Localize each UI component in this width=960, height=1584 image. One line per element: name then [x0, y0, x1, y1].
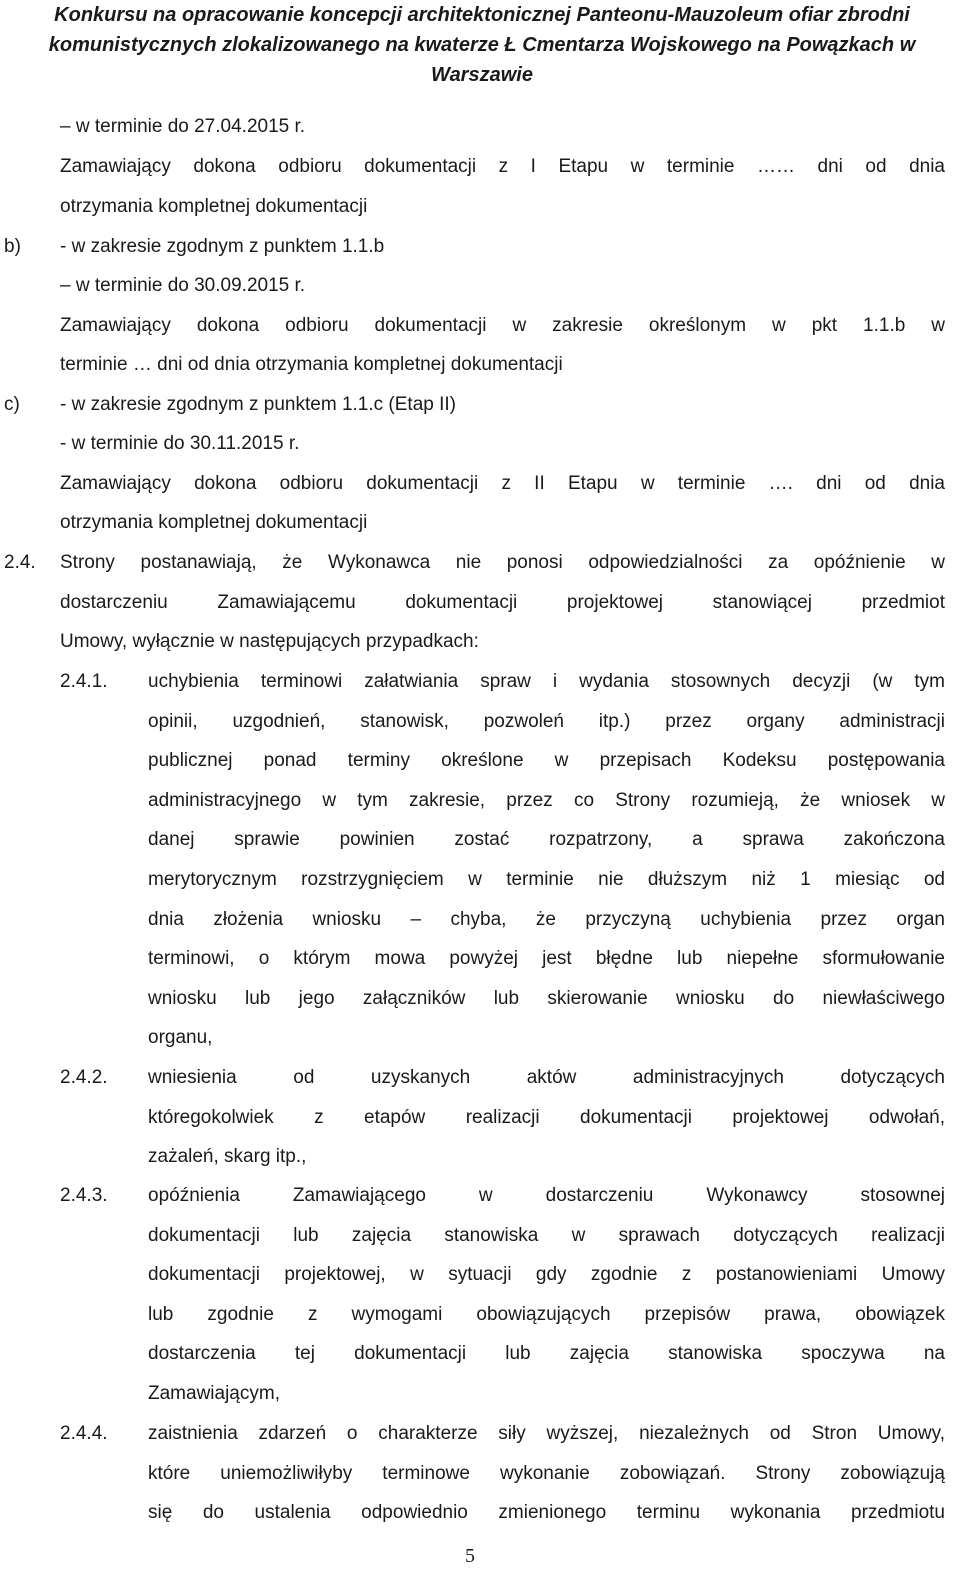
paragraph-line: opóźnienia Zamawiającego w dostarczeniu Wykonawcy stosownej [148, 1185, 945, 1206]
acceptance-line-b-1: Zamawiający dokona odbioru dokumentacji w zakresie określonym w pkt 1.1.b w [60, 315, 945, 336]
section-number-2-4-2: 2.4.2. [60, 1067, 108, 1088]
document-header [22, 0, 942, 90]
paragraph-line: danej sprawie powinien zostać rozpatrzony, a sprawa zakończona [148, 829, 945, 851]
paragraph-line: Zamawiającym, [148, 1383, 280, 1404]
paragraph-line: się do ustalenia odpowiednio zmienionego terminu wykonania przedmiotu [148, 1502, 945, 1524]
paragraph-line: wniesienia od uzyskanych aktów administracyjnych dotyczących [148, 1067, 945, 1088]
paragraph-line: dostarczenia tej dokumentacji lub zajęcia stanowiska spoczywa na [148, 1343, 945, 1365]
item-label-c: c) [4, 394, 20, 415]
section-2-4-line-1: Strony postanawiają, że Wykonawca nie ponosi odpowiedzialności za opóźnienie w [60, 552, 945, 573]
page-number: 5 [465, 1545, 475, 1567]
paragraph-line: uchybienia terminowi załatwiania spraw i wydania stosownych decyzji (w tym [148, 671, 945, 692]
acceptance-line-c-2: otrzymania kompletnej dokumentacji [60, 512, 368, 533]
paragraph-line: dnia złożenia wniosku – chyba, że przyczyną uchybienia przez organ [148, 908, 945, 930]
acceptance-line-a-1: Zamawiający dokona odbioru dokumentacji z I Etapu w terminie …… dni od dnia [60, 156, 945, 177]
section-2-4-line-2: dostarczeniu Zamawiającemu dokumentacji projektowej stanowiącej przedmiot [60, 592, 945, 613]
paragraph-line: dokumentacji projektowej, w sytuacji gdy zgodnie z postanowieniami Umowy [148, 1264, 945, 1286]
acceptance-line-a-2: otrzymania kompletnej dokumentacji [60, 196, 368, 217]
paragraph-line: dokumentacji lub zajęcia stanowiska w sprawach dotyczących realizacji [148, 1224, 945, 1246]
term-line-b: – w terminie do 30.09.2015 r. [60, 275, 306, 296]
term-line-a: – w terminie do 27.04.2015 r. [60, 116, 306, 137]
paragraph-line: które uniemożliwiłyby terminowe wykonanie zobowiązań. Strony zobowiązują [148, 1462, 945, 1484]
item-label-b: b) [4, 236, 21, 257]
paragraph-line: lub zgodnie z wymogami obowiązujących przepisów prawa, obowiązek [148, 1303, 945, 1325]
paragraph-line: organu, [148, 1027, 213, 1049]
acceptance-line-c-1: Zamawiający dokona odbioru dokumentacji z II Etapu w terminie …. dni od dnia [60, 473, 945, 494]
section-number-2-4: 2.4. [4, 552, 36, 573]
scope-line-b: - w zakresie zgodnym z punktem 1.1.b [60, 236, 385, 257]
paragraph-line: opinii, uzgodnień, stanowisk, pozwoleń itp.) przez organy administracji [148, 710, 945, 732]
paragraph-line: publicznej ponad terminy określone w przepisach Kodeksu postępowania [148, 750, 945, 772]
paragraph-line: zażaleń, skarg itp., [148, 1146, 307, 1168]
header-line-2: komunistycznych zlokalizowanego na kwaterze Ł Cmentarza Wojskowego na Powązkach w [48, 34, 916, 56]
term-line-c: - w terminie do 30.11.2015 r. [60, 433, 300, 454]
scope-line-c: - w zakresie zgodnym z punktem 1.1.c (Etap II) [60, 394, 456, 415]
paragraph-line: zaistnienia zdarzeń o charakterze siły wyższej, niezależnych od Stron Umowy, [148, 1423, 945, 1444]
paragraph-line: administracyjnego w tym zakresie, przez co Strony rozumieją, że wniosek w [148, 789, 945, 811]
section-number-2-4-1: 2.4.1. [60, 671, 108, 692]
paragraph-line: wniosku lub jego załączników lub skierowanie wniosku do niewłaściwego [148, 987, 945, 1009]
header-line-3: Warszawie [431, 64, 533, 86]
paragraph-line: któregokolwiek z etapów realizacji dokumentacji projektowej odwołań, [148, 1106, 945, 1128]
section-number-2-4-4: 2.4.4. [60, 1423, 108, 1444]
header-line-1: Konkursu na opracowanie koncepcji architektonicznej Panteonu-Mauzoleum ofiar zbrodni [54, 4, 910, 26]
section-2-4-line-3: Umowy, wyłącznie w następujących przypadkach: [60, 631, 479, 652]
paragraph-line: merytorycznym rozstrzygnięciem w terminie nie dłuższym niż 1 miesiąc od [148, 869, 945, 890]
section-number-2-4-3: 2.4.3. [60, 1185, 108, 1206]
acceptance-line-b-2: terminie … dni od dnia otrzymania kompletnej dokumentacji [60, 354, 563, 375]
paragraph-line: terminowi, o którym mowa powyżej jest błędne lub niepełne sformułowanie [148, 948, 945, 970]
